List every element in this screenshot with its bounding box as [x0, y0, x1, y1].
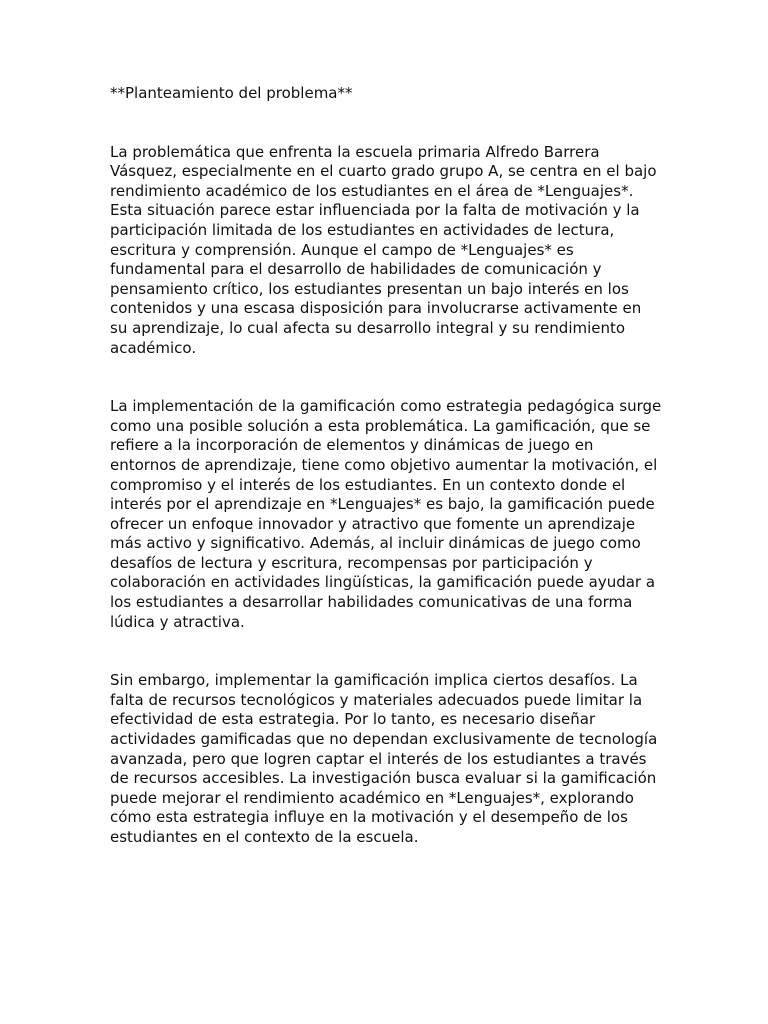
paragraph-2: La implementación de la gamificación como estrategia pedagógica surge como una posible solución a esta problemática. La gamificación, que se refiere a la incorporación de elementos y dinámicas de juego en entornos de aprendizaje, tiene como objetivo aumentar la motivación, el compromiso y el interés de los estudiantes. En un contexto donde el interés por el aprendizaje en *Lenguajes* es bajo, la gamificación puede ofrecer un enfoque innovador y atractivo que fomente un aprendizaje más activo y significativo. Además, al incluir dinámicas de juego como desafíos de lectura y escritura, recompensas por participación y colaboración en actividades lingüísticas, la gamificación puede ayudar a los estudiantes a desarrollar habilidades comunicativas de una forma lúdica y atractiva. [110, 397, 662, 631]
spacer [110, 358, 662, 397]
spacer [110, 632, 662, 671]
paragraph-3: Sin embargo, implementar la gamificación implica ciertos desafíos. La falta de recursos tecnológicos y materiales adecuados puede limitar la efectividad de esta estrategia. Por lo tanto, es necesario diseñar actividades gamificadas que no dependan exclusivamente de tecnología avanzada, pero que logren captar el interés de los estudiantes a través de recursos accesibles. La investigación busca evaluar si la gamificación puede mejorar el rendimiento académico en *Lenguajes*, explorando cómo esta estrategia influye en la motivación y el desempeño de los estudiantes en el contexto de la escuela. [110, 671, 658, 846]
document-body [110, 84, 662, 848]
paragraph-1: La problemática que enfrenta la escuela primaria Alfredo Barrera Vásquez, especialmente en el cuarto grado grupo A, se centra en el bajo rendimiento académico de los estudiantes en el área de *Lenguajes*. Esta situación parece estar influenciada por la falta de motivación y la participación limitada de los estudiantes en actividades de lectura, escritura y comprensión. Aunque el campo de *Lenguajes* es fundamental para el desarrollo de habilidades de comunicación y pensamiento crítico, los estudiantes presentan un bajo interés en los contenidos y una escasa disposición para involucrarse activamente en su aprendizaje, lo cual afecta su desarrollo integral y su rendimiento académico. [110, 142, 657, 357]
spacer [110, 104, 662, 143]
document-title: **Planteamiento del problema** [110, 84, 353, 102]
